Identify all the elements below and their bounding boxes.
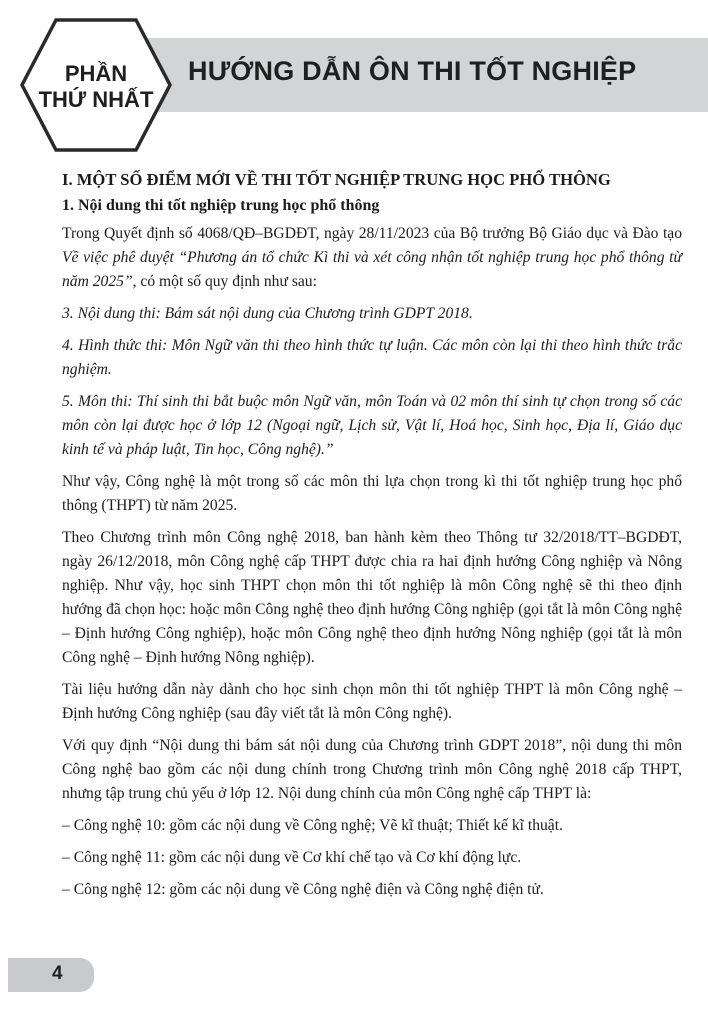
paragraph-4: Tài liệu hướng dẫn này dành cho học sinh chọn môn thi tốt nghiệp THPT là môn Công nghệ – Định hướng Công nghiệp (sau đây viết tắt là môn Công nghệ). (62, 681, 682, 722)
subsection-heading: 1. Nội dung thi tốt nghiệp trung học phổ thông (62, 197, 380, 214)
list-item: – Công nghệ 10: gồm các nội dung về Công nghệ; Vẽ kĩ thuật; Thiết kế kĩ thuật. (62, 817, 563, 834)
decision-title: Về việc phê duyệt “Phương án tổ chức Kì thi và xét công nhận tốt nghiệp trung học phổ thông từ năm 2025” (62, 249, 682, 290)
list-item: – Công nghệ 11: gồm các nội dung về Cơ khí chế tạo và Cơ khí động lực. (62, 849, 522, 866)
rule-3: 3. Nội dung thi: Bám sát nội dung của Chương trình GDPT 2018. (62, 305, 473, 322)
intro-text-a: Trong Quyết định số 4068/QĐ–BGDĐT, ngày 28/11/2023 của Bộ trưởng Bộ Giáo dục và Đào tạo (62, 225, 682, 242)
part-label-line1: PHẦN (64, 61, 128, 86)
part-label-line2: THỨ NHẤT (38, 87, 154, 112)
intro-text-c: , có một số quy định như sau: (132, 273, 317, 290)
list-item: – Công nghệ 12: gồm các nội dung về Công nghệ điện và Công nghệ điện tử. (62, 881, 544, 898)
rule-5: 5. Môn thi: Thí sinh thi bắt buộc môn Ngữ văn, môn Toán và 02 môn thí sinh tự chọn trong số các môn còn lại được học ở lớp 12 (Ngoại ngữ, Lịch sử, Vật lí, Hoá học, Sinh học, Địa lí, Giáo dục kinh tế và pháp luật, Tin học, Công nghệ).” (62, 393, 682, 458)
rule-4: 4. Hình thức thi: Môn Ngữ văn thi theo hình thức tự luận. Các môn còn lại thi theo hình thức trắc nghiệm. (62, 337, 682, 378)
section-heading: I. MỘT SỐ ĐIỂM MỚI VỀ THI TỐT NGHIỆP TRUNG HỌC PHỔ THÔNG (62, 170, 611, 189)
page-number-tab (8, 958, 94, 992)
paragraph-2: Như vậy, Công nghệ là một trong số các môn thi lựa chọn trong kì thi tốt nghiệp trung học phổ thông (THPT) từ năm 2025. (62, 473, 682, 514)
page-number: 4 (52, 963, 63, 984)
page-title: HƯỚNG DẪN ÔN THI TỐT NGHIỆP (188, 56, 637, 86)
document-body (62, 168, 682, 910)
paragraph-5: Với quy định “Nội dung thi bám sát nội dung của Chương trình GDPT 2018”, nội dung thi môn Công nghệ bao gồm các nội dung chính trong Chương trình môn Công nghệ 2018 cấp THPT, nhưng tập trung chủ yếu ở lớp 12. Nội dung chính của môn Công nghệ cấp THPT là: (62, 737, 682, 802)
paragraph-3: Theo Chương trình môn Công nghệ 2018, ban hành kèm theo Thông tư 32/2018/TT–BGDĐT, ngày 26/12/2018, môn Công nghệ cấp THPT được chia ra hai định hướng Công nghiệp và Nông nghiệp. Như vậy, học sinh THPT chọn môn thi tốt nghiệp là môn Công nghệ sẽ thi theo định hướng đã chọn học: hoặc môn Công nghệ theo định hướng Công nghiệp (gọi tắt là môn Công nghệ – Định hướng Công nghiệp), hoặc môn Công nghệ theo định hướng Nông nghiệp (gọi tắt là môn Công nghệ – Định hướng Nông nghiệp). (62, 529, 682, 666)
intro-paragraph (62, 222, 682, 294)
part-badge (20, 18, 172, 152)
